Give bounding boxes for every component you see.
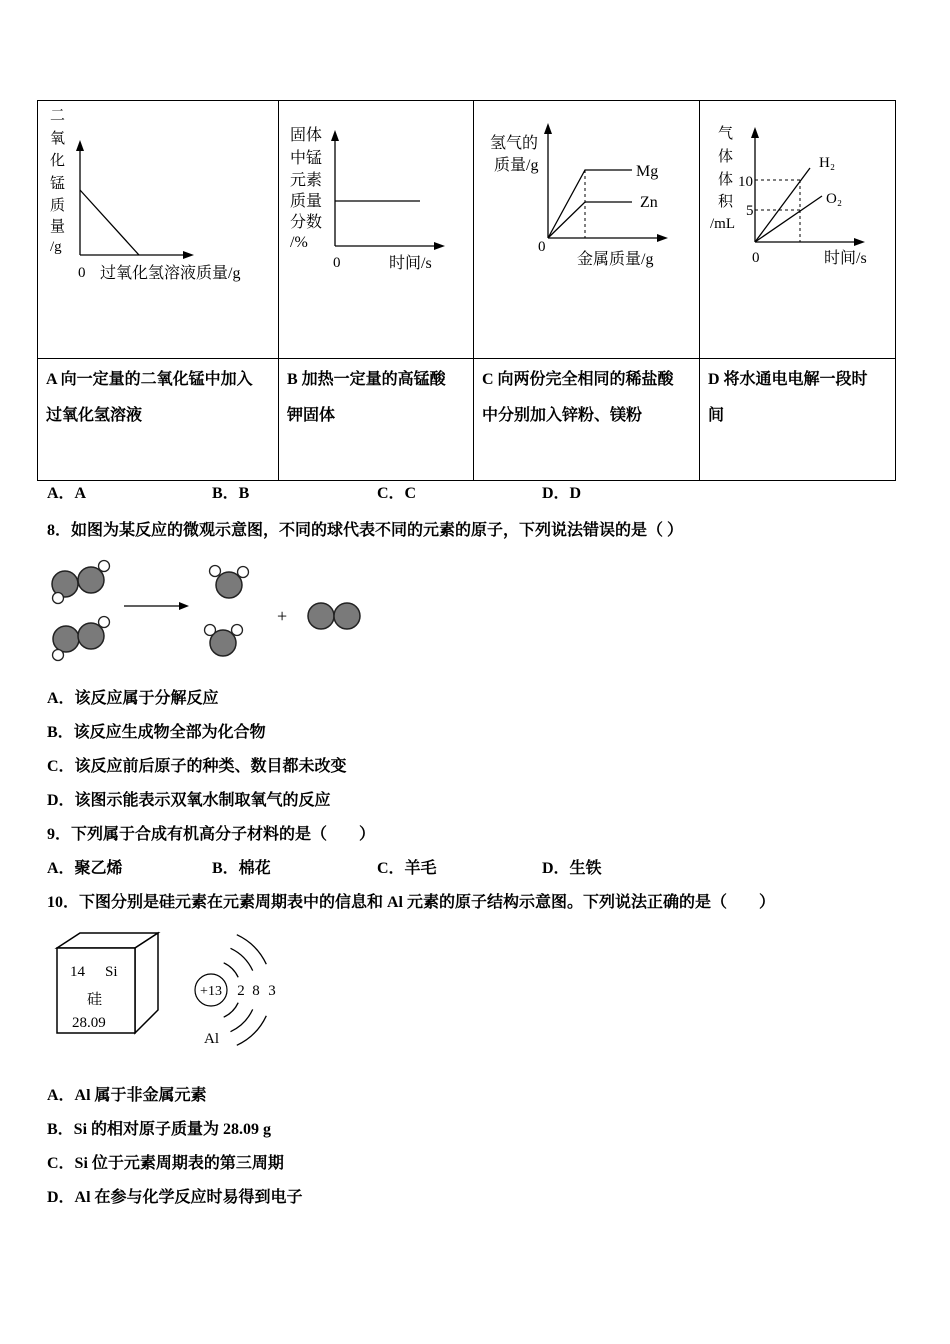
graph-b-ylabel-line: 元素 [290,172,323,189]
plus-sign: + [277,606,288,626]
graph-a-ylabel-line: 锰 [50,176,66,192]
graph-d-ylabel-line: 体 [718,172,734,188]
q10-option-c: C．Si 位于元素周期表的第三周期 [47,1155,284,1172]
q8-title: 8．如图为某反应的微观示意图，不同的球代表不同的元素的原子，下列说法错误的是（ ） [47,522,684,539]
graph-d-ylabel-line: 积 [718,194,734,210]
graph-c-origin-label: 0 [538,239,546,255]
q7-option-a: A．A [47,485,87,502]
electron-shell-arc [237,935,266,965]
graph-c-x-label: 金属质量/g [577,251,654,268]
dark-atom [308,603,334,629]
si-symbol: Si [105,964,118,980]
product-molecule [308,603,360,629]
graph-a-ylabel-line: 氧 [50,131,66,147]
element-diagrams [0,925,300,1055]
light-atom [99,617,110,628]
q9-option-b: B．棉花 [212,860,271,877]
nucleus-charge: +13 [200,984,222,999]
description-line: 钾固体 [287,407,336,424]
table-cell-description-c [482,362,674,434]
description-line: C 向两份完全相同的稀盐酸 [482,371,674,388]
graph-d-ylabel [710,125,735,232]
graph-b-y-arrow [331,130,339,141]
light-atom [238,567,249,578]
description-line: 中分别加入锌粉、镁粉 [482,407,643,424]
q9-option-c: C．羊毛 [377,860,437,877]
q8-option-b: B．该反应生成物全部为化合物 [47,724,266,741]
graph-b-ylabel-line: 分数 [290,214,323,231]
table-cell-description-d [708,362,868,434]
graph-c-zn-line [548,202,632,238]
graph-a-ylabel-line: /g [50,239,62,255]
graph-a-x-arrow [183,251,194,259]
dark-atom [53,626,79,652]
graph-d-origin-label: 0 [752,250,760,266]
graph-d-x-arrow [854,238,865,246]
reaction-arrow-head [179,602,189,610]
graph-c [490,123,668,268]
shell-electron-count: 3 [268,983,276,999]
reaction-diagram [0,545,400,670]
description-line: 过氧化氢溶液 [46,407,143,424]
description-line: A 向一定量的二氧化锰中加入 [46,371,253,388]
graph-a-origin-label: 0 [78,265,86,281]
graph-a-ylabel [50,108,65,255]
reactant-molecule [53,617,110,661]
al-atom-structure [195,935,276,1047]
card-side-face [135,933,158,1033]
graph-a-ylabel-line: 质 [50,198,66,214]
graph-a [50,108,240,282]
dark-atom [334,603,360,629]
q10-option-d: D．Al 在参与化学反应时易得到电子 [47,1189,303,1206]
graph-d-ytick-label: 5 [746,203,754,219]
graph-b-ylabel-line: /% [290,234,308,251]
graph-b-ylabel [290,126,322,251]
q10-title: 10．下图分别是硅元素在元素周期表中的信息和 Al 元素的原子结构示意图。下列说法正确的是（ ） [47,894,776,911]
graph-a-x-label: 过氧化氢溶液质量/g [100,265,241,282]
q8-option-c: C．该反应前后原子的种类、数目都未改变 [47,758,347,775]
graph-c-ylabel-line: 质量/g [494,157,539,174]
graph-b-ylabel-line: 固体 [290,127,323,144]
description-line: D 将水通电电解一段时 [708,371,868,388]
graph-c-series-label-mg: Mg [636,163,659,180]
al-label: Al [204,1031,219,1047]
electron-shell-arc [231,948,253,970]
si-element-card [57,933,158,1033]
graph-c-x-arrow [657,234,668,242]
graph-b-ylabel-line: 质量 [290,193,323,210]
graph-d-y-arrow [751,127,759,138]
electron-shell-arc [231,1009,253,1031]
graph-d [710,125,867,267]
q7-option-b: B．B [212,485,250,502]
graph-c-y-arrow [544,123,552,134]
product-molecule [210,566,249,599]
graph-b-origin-label: 0 [333,255,341,271]
si-atomic-number: 14 [70,964,85,980]
graph-b-x-arrow [434,242,445,250]
q9-option-a: A．聚乙烯 [47,860,123,877]
light-atom [210,566,221,577]
si-atomic-mass: 28.09 [72,1015,106,1031]
shell-electron-count: 2 [237,983,245,999]
graph-a-y-arrow [76,140,84,151]
graph-a-ylabel-line: 量 [50,219,66,235]
graph-d-o2-line [755,196,822,242]
graph-b-x-label: 时间/s [389,255,432,272]
light-atom [99,561,110,572]
graphs-row [0,0,950,358]
description-line: B 加热一定量的高锰酸 [287,371,446,388]
graph-a-data-line [80,190,139,255]
q7-option-c: C．C [377,485,417,502]
q9-option-d: D．生铁 [542,860,602,877]
graph-d-h2-line [755,168,810,242]
q8-option-d: D．该图示能表示双氧水制取氧气的反应 [47,792,331,809]
reactant-molecule [52,561,110,604]
q7-option-d: D．D [542,485,582,502]
q9-title: 9．下列属于合成有机高分子材料的是（ ） [47,826,376,843]
table-cell-description-b [287,362,446,434]
graph-a-ylabel-line: 二 [50,108,66,124]
light-atom [205,625,216,636]
graph-d-ytick-label: 10 [738,174,753,190]
electron-shell-arc [237,1016,266,1046]
graph-c-mg-line [548,170,632,238]
electron-shell-arc [224,963,239,978]
si-name: 硅 [87,992,103,1008]
dark-atom [78,567,104,593]
graph-c-series-label-zn: Zn [640,194,658,211]
graph-d-ylabel-line: /mL [710,216,735,232]
q10-option-b: B．Si 的相对原子质量为 28.09 g [47,1121,272,1138]
electron-shell-arc [224,1003,239,1018]
graph-d-series-label-o2: O₂ [826,191,843,207]
graph-a-ylabel-line: 化 [50,153,66,169]
dark-atom [78,623,104,649]
graph-d-ylabel-line: 气 [718,126,734,142]
table-cell-description-a [46,362,253,434]
graph-b-ylabel-line: 中锰 [290,150,323,167]
light-atom [53,593,64,604]
graph-c-ylabel-line: 氢气的 [490,135,539,152]
graph-d-x-label: 时间/s [824,250,867,267]
graph-d-ylabel-line: 体 [718,149,734,165]
shell-electron-count: 8 [252,983,260,999]
product-molecule [205,625,243,657]
description-line: 间 [708,407,725,424]
light-atom [232,625,243,636]
graph-d-series-label-h2: H₂ [819,155,836,171]
table-row-divider [37,358,896,359]
light-atom [53,650,64,661]
q10-option-a: A．Al 属于非金属元素 [47,1087,207,1104]
q8-option-a: A．该反应属于分解反应 [47,690,219,707]
graph-b [290,126,445,272]
dark-atom [216,572,242,598]
